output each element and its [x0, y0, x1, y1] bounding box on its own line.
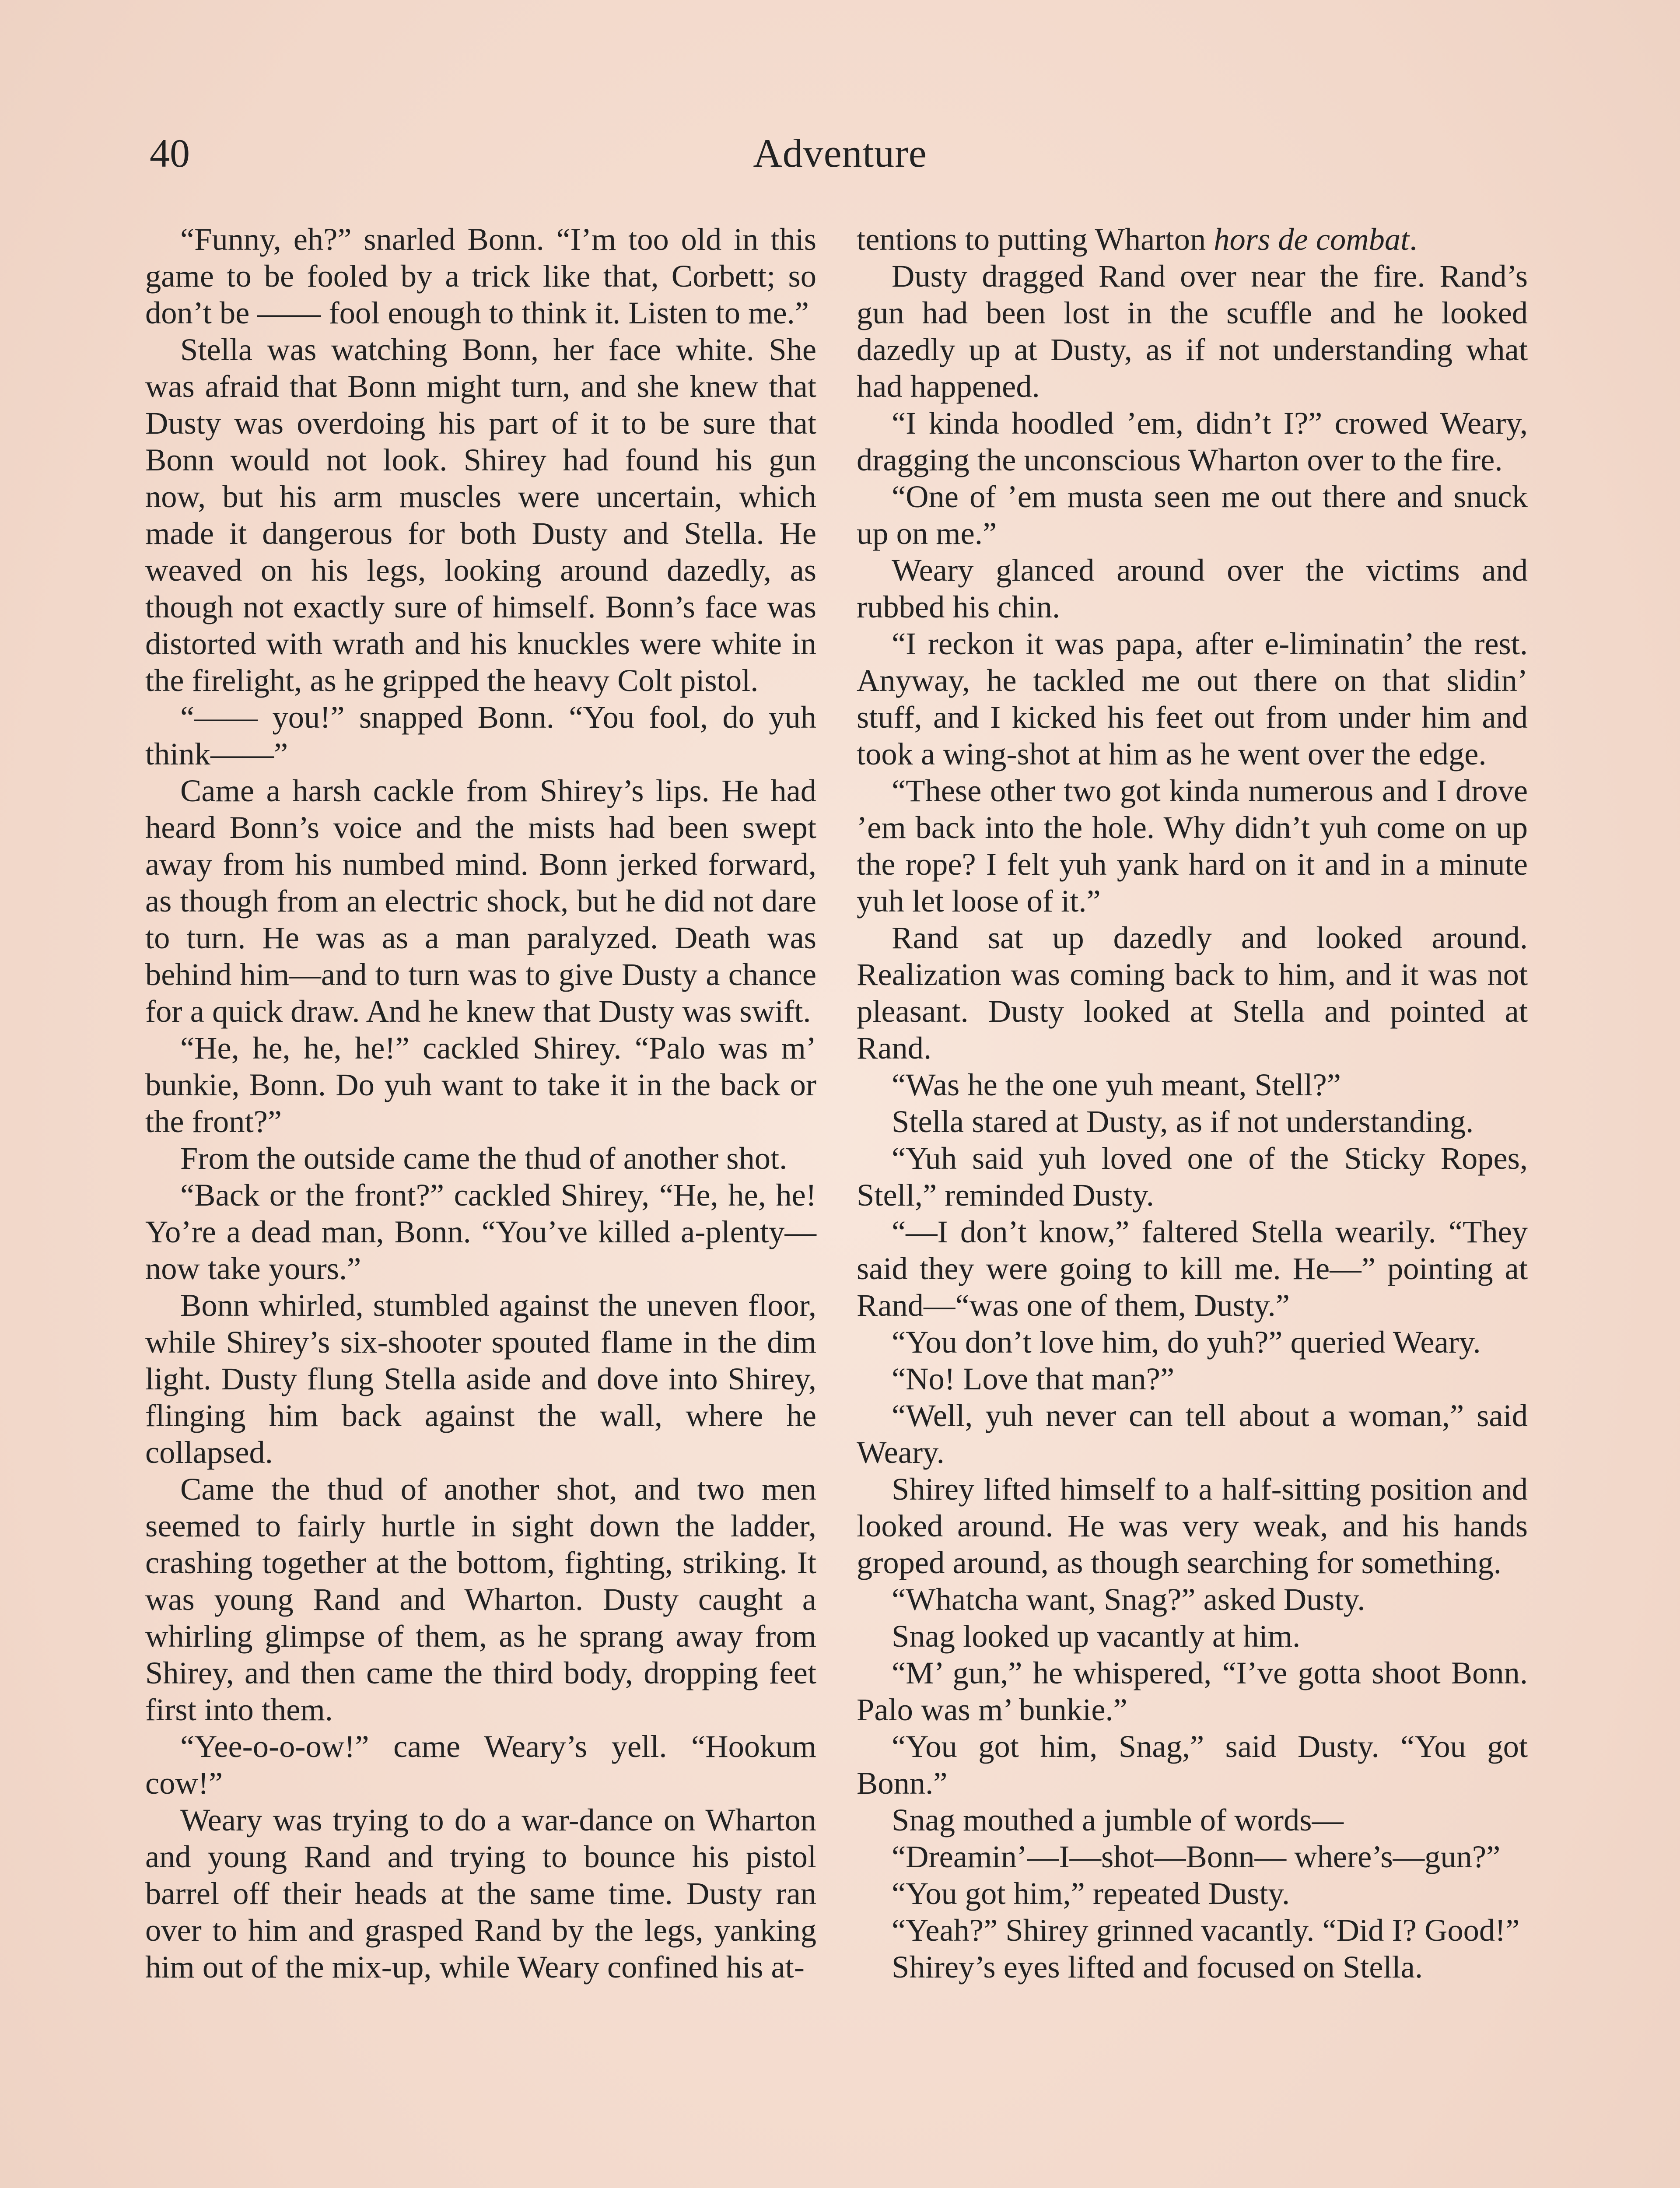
paragraph: Dusty dragged Rand over near the fire. Rand’s gun had been lost in the scuffle and he looked dazedly up at Dusty, as if not understanding what had happened. [857, 258, 1528, 404]
paragraph: Came a harsh cackle from Shirey’s lips. He had heard Bonn’s voice and the mists had been swept away from his numbed mind. Bonn jerked forward, as though from an electric shock, but he did not dare to turn. He was as a man paralyzed. Death was behind him—and to turn was to give Dusty a chance for a quick draw. And he knew that Dusty was swift. [145, 773, 816, 1029]
paragraph: “M’ gun,” he whispered, “I’ve gotta shoot Bonn. Palo was m’ bunkie.” [857, 1655, 1528, 1727]
paragraph: “Funny, eh?” snarled Bonn. “I’m too old in this game to be fooled by a trick like that, Corbett; so don’t be —— fool enough to think it. Listen to me.” [145, 221, 816, 330]
paragraph: “You don’t love him, do yuh?” queried Weary. [892, 1324, 1481, 1360]
paragraph: “These other two got kinda numerous and I drove ’em back into the hole. Why didn’t yuh come on up the rope? I felt yuh yank hard on it and in a minute yuh let loose of it.” [857, 773, 1528, 919]
paragraph: “Was he the one yuh meant, Stell?” [892, 1067, 1341, 1102]
paragraph: “Back or the front?” cackled Shirey, “He, he, he! Yo’re a dead man, Bonn. “You’ve killed a-plenty—now take yours.” [145, 1177, 816, 1286]
paragraph: “Whatcha want, Snag?” asked Dusty. [892, 1581, 1365, 1617]
paragraph: “You got him, Snag,” said Dusty. “You got Bonn.” [857, 1729, 1528, 1801]
paragraph: Shirey’s eyes lifted and focused on Stella. [892, 1949, 1423, 1985]
italic-phrase: hors de combat [1214, 221, 1410, 257]
page-header [144, 127, 1536, 188]
continued-text-end: . [1409, 221, 1418, 257]
paragraph: From the outside came the thud of another shot. [180, 1140, 788, 1176]
paragraph: Weary was trying to do a war-dance on Wharton and young Rand and trying to bounce his pistol barrel off their heads at the same time. Dusty ran over to him and grasped Rand by the legs, yanking him out of the mix-up, while Weary confined his at- [145, 1802, 816, 1985]
paragraph: “Well, yuh never can tell about a woman,” said Weary. [857, 1398, 1528, 1470]
paragraph: “I kinda hoodled ’em, didn’t I?” crowed Weary, dragging the unconscious Wharton over to the fire. [857, 405, 1528, 477]
paragraph: “One of ’em musta seen me out there and snuck up on me.” [857, 479, 1528, 551]
paragraph: Snag mouthed a jumble of words— [892, 1802, 1344, 1837]
paragraph: “No! Love that man?” [892, 1361, 1175, 1396]
paragraph: Bonn whirled, stumbled against the uneven floor, while Shirey’s six-shooter spouted flame in the dim light. Dusty flung Stella aside and dove into Shirey, flinging him back against the wall, where he collapsed. [145, 1287, 816, 1470]
paragraph: “Yee-o-o-ow!” came Weary’s yell. “Hookum cow!” [145, 1729, 816, 1801]
paragraph: Weary glanced around over the victims and rubbed his chin. [857, 552, 1528, 624]
running-title: Adventure [753, 131, 927, 175]
paragraph: “Yuh said yuh loved one of the Sticky Ropes, Stell,” reminded Dusty. [857, 1140, 1528, 1213]
continued-text: tentions to putting Wharton [857, 221, 1214, 257]
paragraph: Stella stared at Dusty, as if not understanding. [892, 1104, 1474, 1139]
page-number: 40 [150, 131, 190, 175]
paragraph: “Yeah?” Shirey grinned vacantly. “Did I? Good!” [892, 1912, 1520, 1948]
right-column [857, 221, 1528, 2188]
paragraph: Shirey lifted himself to a half-sitting position and looked around. He was very weak, and his hands groped around, as though searching for something. [857, 1471, 1528, 1580]
paragraph: “—I don’t know,” faltered Stella wearily. “They said they were going to kill me. He—” pointing at Rand—“was one of them, Dusty.” [857, 1214, 1528, 1323]
text-columns [145, 221, 1528, 2188]
paragraph: Rand sat up dazedly and looked around. Realization was coming back to him, and it was not pleasant. Dusty looked at Stella and pointed at Rand. [857, 920, 1528, 1066]
paragraph: “Dreamin’—I—shot—Bonn— where’s—gun?” [892, 1839, 1501, 1874]
paragraph: “You got him,” repeated Dusty. [892, 1876, 1290, 1911]
paragraph: Came the thud of another shot, and two men seemed to fairly hurtle in sight down the ladder, crashing together at the bottom, fighting, striking. It was young Rand and Wharton. Dusty caught a whirling glimpse of them, as he sprang away from Shirey, and then came the third body, dropping feet first into them. [145, 1471, 816, 1727]
paragraph: “—— you!” snapped Bonn. “You fool, do yuh think——” [145, 699, 816, 771]
paragraph: Snag looked up vacantly at him. [892, 1618, 1301, 1654]
left-column [145, 221, 816, 2188]
paragraph: Stella was watching Bonn, her face white. She was afraid that Bonn might turn, and she knew that Dusty was overdoing his part of it to be sure that Bonn would not look. Shirey had found his gun now, but his arm muscles were uncertain, which made it dangerous for both Dusty and Stella. He weaved on his legs, looking around dazedly, as though not exactly sure of himself. Bonn’s face was distorted with wrath and his knuckles were white in the firelight, as he gripped the heavy Colt pistol. [145, 332, 816, 698]
paragraph: “He, he, he, he!” cackled Shirey. “Palo was m’ bunkie, Bonn. Do yuh want to take it in the back or the front?” [145, 1030, 816, 1139]
paragraph: “I reckon it was papa, after e-liminatin’ the rest. Anyway, he tackled me out there on that slidin’ stuff, and I kicked his feet out from under him and took a wing-shot at him as he went over the edge. [857, 626, 1528, 771]
continued-paragraph [857, 221, 1528, 258]
